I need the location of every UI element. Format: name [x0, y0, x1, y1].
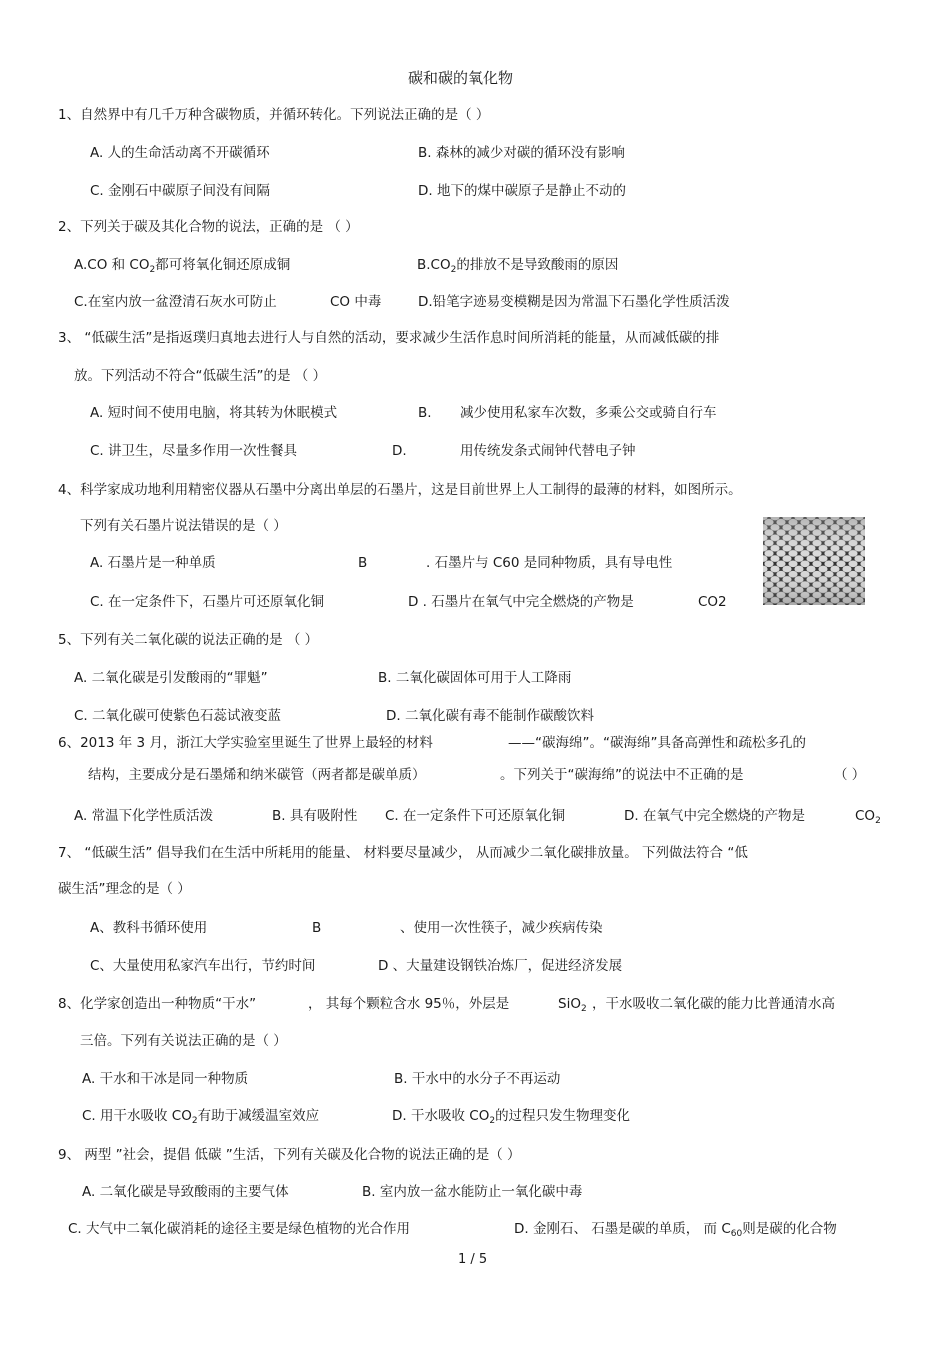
q7-option-b-label: B	[312, 920, 322, 936]
q8-stem-part3: SiO$_2$	[558, 996, 587, 1014]
q6-stem-part2: ——“碳海绵”。“碳海绵”具备高弹性和疏松多孔的	[508, 735, 806, 751]
q9-option-a: A. 二氧化碳是导致酸雨的主要气体	[82, 1184, 289, 1200]
q3-option-d: 用传统发条式闹钟代替电子钟	[460, 443, 636, 459]
q3-option-a: A. 短时间不使用电脑，将其转为休眠模式	[90, 405, 338, 421]
q5-option-d: D. 二氧化碳有毒不能制作碳酸饮料	[386, 708, 594, 724]
q3-option-d-label: D.	[392, 443, 407, 459]
q4-option-a: A. 石墨片是一种单质	[90, 555, 216, 571]
q6-option-d-tail: $CO_2$	[855, 808, 881, 826]
q5-option-a: A. 二氧化碳是引发酸雨的“罪魁”	[74, 670, 268, 686]
q4-option-d-tail: CO2	[698, 594, 727, 610]
q5-option-c: C. 二氧化碳可使紫色石蕊试液变蓝	[74, 708, 282, 724]
q4-option-b: . 石墨片与 C60 是同种物质，具有导电性	[426, 555, 673, 571]
q3-option-b: 减少使用私家车次数，多乘公交或骑自行车	[460, 405, 717, 421]
q1-option-b: B. 森林的减少对碳的循环没有影响	[418, 145, 625, 161]
q1-option-a: A. 人的生命活动离不开碳循环	[90, 145, 270, 161]
q5-stem: 5、下列有关二氧化碳的说法正确的是 （ ）	[58, 632, 319, 648]
q6-option-a: A. 常温下化学性质活泼	[74, 808, 214, 824]
q7-option-d: D 、大量建设钢铁冶炼厂，促进经济发展	[378, 958, 623, 974]
graphene-lattice-image	[763, 517, 865, 605]
q7-option-c: C、大量使用私家汽车出行，节约时间	[90, 958, 316, 974]
q7-option-b: 、使用一次性筷子，减少疾病传染	[400, 920, 603, 936]
q2-stem: 2、下列关于碳及其化合物的说法，正确的是 （ ）	[58, 219, 359, 235]
q6-stem: 6、2013 年 3 月，浙江大学实验室里诞生了世界上最轻的材料	[58, 735, 433, 751]
q2-option-b: $B.CO_2$的排放不是导致酸雨的原因	[417, 257, 619, 275]
q4-option-b-label: B	[358, 555, 368, 571]
q9-option-d: D. 金刚石、 石墨是碳的单质， 而 $C_{60}$则是碳的化合物	[514, 1221, 837, 1239]
q9-option-b: B. 室内放一盆水能防止一氧化碳中毒	[362, 1184, 583, 1200]
q4-stem: 4、科学家成功地利用精密仪器从石墨中分离出单层的石墨片，这是目前世界上人工制得的最薄的材料，如图所示。	[58, 482, 742, 498]
q2-option-a: A.CO 和 $CO_2$都可将氧化铜还原成铜	[74, 257, 291, 275]
q2-option-d: D.铅笔字迹易变模糊是因为常温下石墨化学性质活泼	[418, 294, 730, 310]
q3-stem: 3、 “低碳生活”是指返璞归真地去进行人与自然的活动，要求减少生活作息时间所消耗的能量，从而减低碳的排	[58, 330, 720, 346]
q1-option-c: C. 金刚石中碳原子间没有间隔	[90, 183, 271, 199]
q2-option-c-tail: CO 中毒	[330, 294, 382, 310]
q8-option-c: C. 用干水吸收 $CO_2$有助于减缓温室效应	[82, 1108, 320, 1126]
q8-option-b: B. 干水中的水分子不再运动	[394, 1071, 561, 1087]
q9-option-c: C. 大气中二氧化碳消耗的途径主要是绿色植物的光合作用	[68, 1221, 411, 1237]
q1-option-d: D. 地下的煤中碳原子是静止不动的	[418, 183, 626, 199]
q4-option-c: C. 在一定条件下，石墨片可还原氧化铜	[90, 594, 325, 610]
q2-option-c: C.在室内放一盆澄清石灰水可防止	[74, 294, 277, 310]
q8-stem: 8、化学家创造出一种物质“干水”	[58, 996, 257, 1012]
q7-option-a: A、教科书循环使用	[90, 920, 208, 936]
q6-answer-bracket: （ ）	[834, 767, 866, 783]
q8-option-d: D. 干水吸收 $CO_2$的过程只发生物理变化	[392, 1108, 631, 1126]
q3-option-c: C. 讲卫生，尽量多作用一次性餐具	[90, 443, 298, 459]
q7-stem: 7、 “低碳生活” 倡导我们在生活中所耗用的能量、 材料要尽量减少， 从而减少二氧化碳排放量。 下列做法符合 “低	[58, 845, 748, 861]
q8-stem-part2: ， 其每个颗粒含水 95％，外层是	[308, 996, 510, 1012]
q3-stem-line2: 放。下列活动不符合“低碳生活”的是 （ ）	[74, 368, 327, 384]
q3-option-b-label: B.	[418, 405, 432, 421]
q9-stem: 9、 两型 ”社会，提倡 低碳 ”生活，下列有关碳及化合物的说法正确的是（ ）	[58, 1147, 521, 1163]
q8-stem-part4: ，干水吸收二氧化碳的能力比普通清水高	[592, 996, 835, 1012]
q8-option-a: A. 干水和干冰是同一种物质	[82, 1071, 249, 1087]
page-number: 1 / 5	[458, 1252, 488, 1267]
q1-stem: 1、自然界中有几千万种含碳物质，并循环转化。下列说法正确的是（ ）	[58, 107, 490, 123]
q6-option-d: D. 在氧气中完全燃烧的产物是	[624, 808, 805, 824]
q6-stem-line2-part2: 。下列关于“碳海绵”的说法中不正确的是	[500, 767, 744, 783]
page-title: 碳和碳的氧化物	[408, 69, 514, 87]
q8-stem-line2: 三倍。下列有关说法正确的是（ ）	[80, 1033, 287, 1049]
q4-option-d: D . 石墨片在氧气中完全燃烧的产物是	[408, 594, 634, 610]
q6-stem-line2: 结构，主要成分是石墨烯和纳米碳管（两者都是碳单质）	[88, 767, 426, 783]
q5-option-b: B. 二氧化碳固体可用于人工降雨	[378, 670, 572, 686]
q7-stem-line2: 碳生活”理念的是（ ）	[58, 881, 191, 897]
q6-option-c: C. 在一定条件下可还原氧化铜	[385, 808, 566, 824]
q4-stem-line2: 下列有关石墨片说法错误的是（ ）	[80, 518, 287, 534]
q6-option-b: B. 具有吸附性	[272, 808, 358, 824]
